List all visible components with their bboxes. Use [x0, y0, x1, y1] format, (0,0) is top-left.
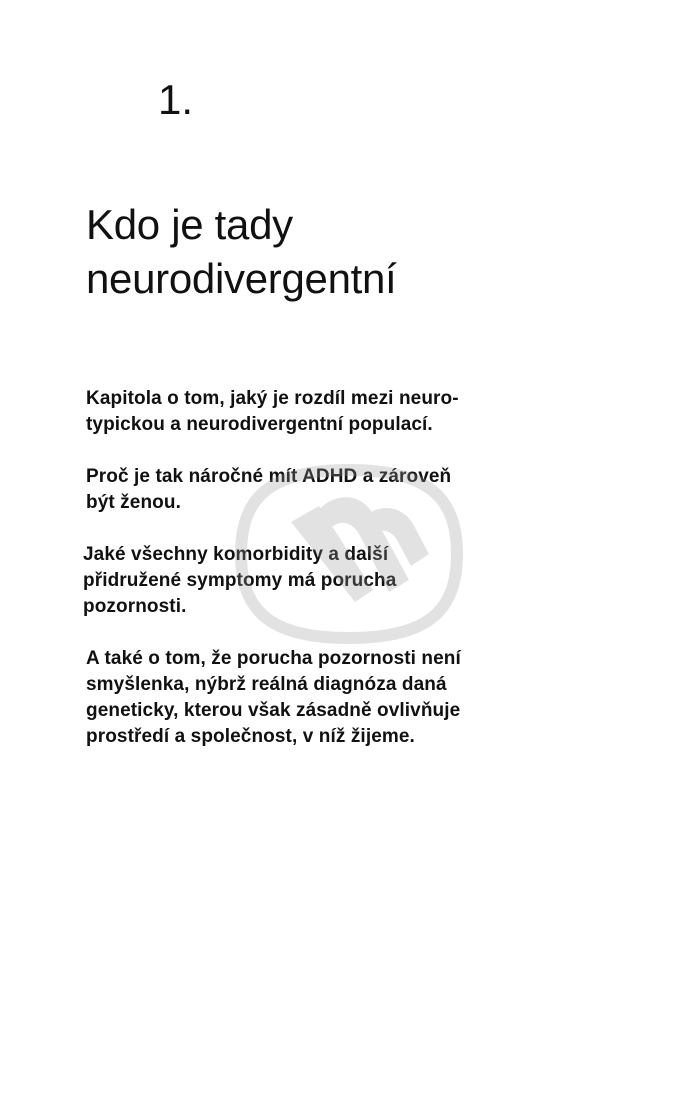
summary-line: Jaké všechny komorbidity a další	[83, 544, 389, 565]
chapter-title-line: Kdo je tady	[86, 201, 293, 248]
chapter-summary	[83, 386, 506, 776]
chapter-title	[86, 198, 606, 306]
summary-paragraph	[86, 464, 506, 516]
summary-line: A také o tom, že porucha pozornosti není	[86, 648, 461, 669]
summary-paragraph	[86, 386, 506, 438]
summary-line: typickou a neurodivergentní populací.	[86, 414, 433, 435]
summary-line: být ženou.	[86, 492, 181, 513]
summary-line: geneticky, kterou však zásadně ovlivňuje	[86, 700, 461, 721]
summary-line: přidružené symptomy má porucha	[83, 570, 397, 591]
summary-paragraph	[86, 646, 506, 750]
summary-paragraph	[83, 542, 506, 620]
chapter-title-line: neurodivergentní	[86, 255, 397, 302]
summary-line: smyšlenka, nýbrž reálná diagnóza daná	[86, 674, 447, 695]
chapter-number: 1.	[158, 76, 194, 123]
summary-line: Proč je tak náročné mít ADHD a zároveň	[86, 466, 452, 487]
summary-line: pozornosti.	[83, 596, 187, 617]
summary-line: Kapitola o tom, jaký je rozdíl mezi neuro-	[86, 388, 459, 409]
summary-line: prostředí a společnost, v níž žijeme.	[86, 726, 415, 747]
